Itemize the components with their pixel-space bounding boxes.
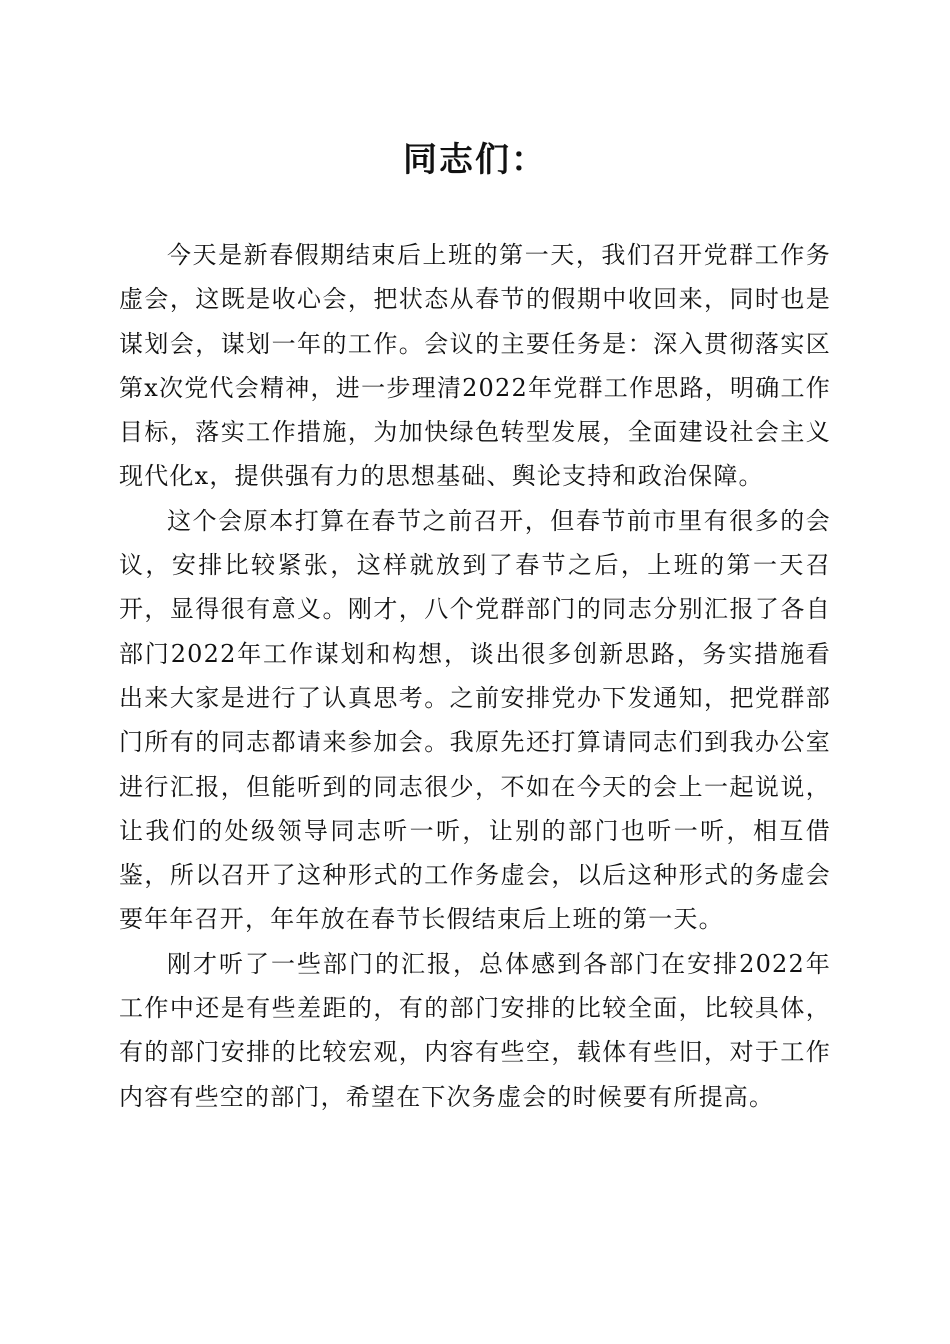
paragraph-3: 刚才听了一些部门的汇报，总体感到各部门在安排2022年工作中还是有些差距的，有的部门安排的比较全面，比较具体，有的部门安排的比较宏观，内容有些空，载体有些旧，对于工作内容有些空的部门，希望在下次务虚会的时候要有所提高。	[119, 949, 831, 1111]
document-body	[119, 233, 831, 1119]
paragraph-1: 今天是新春假期结束后上班的第一天，我们召开党群工作务虚会，这既是收心会，把状态从春节的假期中收回来，同时也是谋划会，谋划一年的工作。会议的主要任务是：深入贯彻落实区第x次党代会精神，进一步理清2022年党群工作思路，明确工作目标，落实工作措施，为加快绿色转型发展，全面建设社会主义现代化x，提供强有力的思想基础、舆论支持和政治保障。	[119, 241, 831, 491]
document-title: 同志们：	[403, 140, 547, 180]
paragraph-2: 这个会原本打算在春节之前召开，但春节前市里有很多的会议，安排比较紧张，这样就放到了春节之后，上班的第一天召开，显得很有意义。刚才，八个党群部门的同志分别汇报了各自部门2022年工作谋划和构想，谈出很多创新思路，务实措施看出来大家是进行了认真思考。之前安排党办下发通知，把党群部门所有的同志都请来参加会。我原先还打算请同志们到我办公室进行汇报，但能听到的同志很少，不如在今天的会上一起说说，让我们的处级领导同志听一听，让别的部门也听一听，相互借鉴，所以召开了这种形式的工作务虚会，以后这种形式的务虚会要年年召开，年年放在春节长假结束后上班的第一天。	[119, 506, 831, 934]
